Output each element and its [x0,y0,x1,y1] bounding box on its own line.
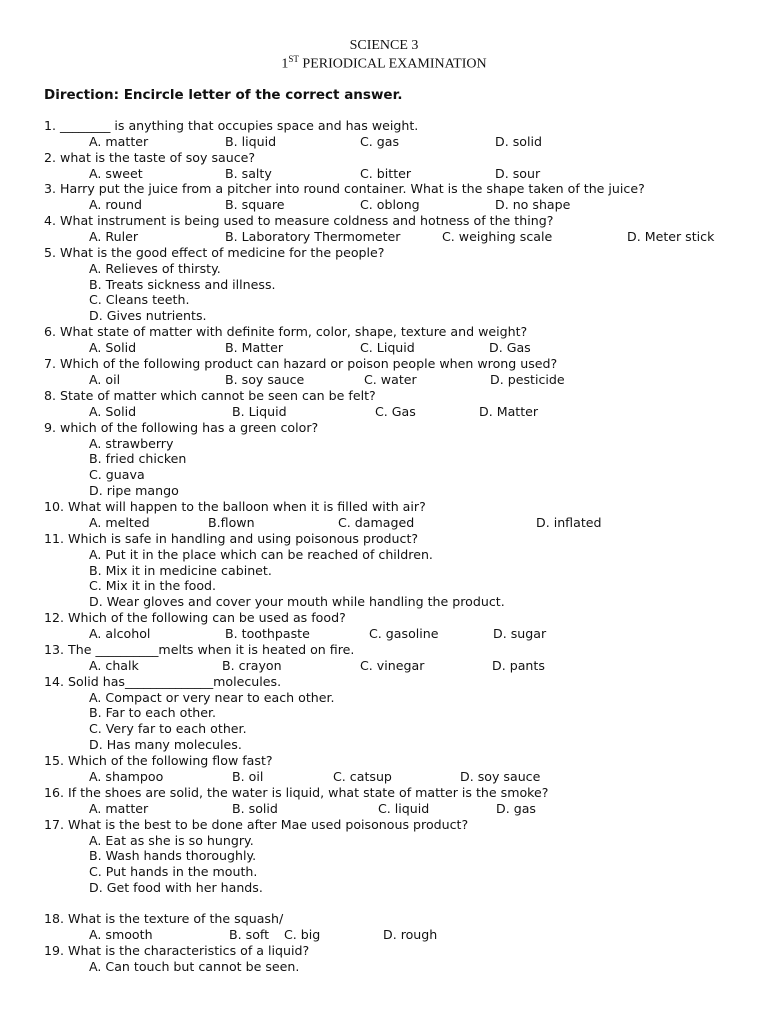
q4-option-c[interactable]: C. weighing scale [442,229,553,244]
question-14: 14. Solid has______________molecules. [44,674,282,689]
q7-option-a[interactable]: A. oil [89,372,121,387]
q17-option-c[interactable]: C. Put hands in the mouth. [89,864,258,879]
q14-option-b[interactable]: B. Far to each other. [89,705,217,720]
q2-option-b[interactable]: B. salty [225,166,272,181]
q18-option-b[interactable]: B. soft [229,927,270,942]
q18-option-d[interactable]: D. rough [383,927,438,942]
q16-option-d[interactable]: D. gas [496,801,536,816]
q15-option-a[interactable]: A. shampoo [89,769,164,784]
q18-option-c[interactable]: C. big [284,927,321,942]
q1-option-a[interactable]: A. matter [89,134,149,149]
q5-option-c[interactable]: C. Cleans teeth. [89,292,190,307]
question-7: 7. Which of the following product can hazard or poison people when wrong used? [44,356,558,371]
q8-option-b[interactable]: B. Liquid [232,404,287,419]
q3-option-d[interactable]: D. no shape [495,197,571,212]
q13-option-d[interactable]: D. pants [492,658,545,673]
q9-option-c[interactable]: C. guava [89,467,145,482]
q17-option-a[interactable]: A. Eat as she is so hungry. [89,833,254,848]
q7-option-b[interactable]: B. soy sauce [225,372,305,387]
q10-option-a[interactable]: A. melted [89,515,150,530]
q6-option-a[interactable]: A. Solid [89,340,137,355]
q16-option-c[interactable]: C. liquid [378,801,430,816]
q11-option-d[interactable]: D. Wear gloves and cover your mouth while handling the product. [89,594,505,609]
q9-option-b[interactable]: B. fried chicken [89,451,187,466]
question-19: 19. What is the characteristics of a liquid? [44,943,310,958]
q15-option-c[interactable]: C. catsup [333,769,392,784]
q12-option-b[interactable]: B. toothpaste [225,626,310,641]
q10-option-c[interactable]: C. damaged [338,515,415,530]
q8-option-d[interactable]: D. Matter [479,404,539,419]
question-13: 13. The __________melts when it is heated on fire. [44,642,355,657]
q2-option-c[interactable]: C. bitter [360,166,412,181]
q12-option-c[interactable]: C. gasoline [369,626,439,641]
q6-option-d[interactable]: D. Gas [489,340,531,355]
question-6: 6. What state of matter with definite form, color, shape, texture and weight? [44,324,528,339]
q14-option-d[interactable]: D. Has many molecules. [89,737,242,752]
question-11: 11. Which is safe in handling and using poisonous product? [44,531,419,546]
q5-option-b[interactable]: B. Treats sickness and illness. [89,277,276,292]
question-2: 2. what is the taste of soy sauce? [44,150,256,165]
q11-option-c[interactable]: C. Mix it in the food. [89,578,217,593]
q14-option-a[interactable]: A. Compact or very near to each other. [89,690,335,705]
q15-option-b[interactable]: B. oil [232,769,264,784]
exam-title: SCIENCE 3 [349,38,419,53]
question-5: 5. What is the good effect of medicine for the people? [44,245,385,260]
direction-text: Direction: Encircle letter of the correct answer. [44,87,403,103]
question-1: 1. ________ is anything that occupies space and has weight. [44,118,419,133]
q2-option-a[interactable]: A. sweet [89,166,143,181]
q14-option-c[interactable]: C. Very far to each other. [89,721,247,736]
q8-option-a[interactable]: A. Solid [89,404,137,419]
q7-option-c[interactable]: C. water [364,372,417,387]
q15-option-d[interactable]: D. soy sauce [460,769,541,784]
q13-option-c[interactable]: C. vinegar [360,658,425,673]
q1-option-c[interactable]: C. gas [360,134,400,149]
q5-option-a[interactable]: A. Relieves of thirsty. [89,261,221,276]
q9-option-a[interactable]: A. strawberry [89,436,174,451]
q4-option-b[interactable]: B. Laboratory Thermometer [225,229,401,244]
q7-option-d[interactable]: D. pesticide [490,372,565,387]
question-9: 9. which of the following has a green color? [44,420,319,435]
question-17: 17. What is the best to be done after Mae used poisonous product? [44,817,469,832]
q3-option-a[interactable]: A. round [89,197,142,212]
q4-option-a[interactable]: A. Ruler [89,229,138,244]
q16-option-a[interactable]: A. matter [89,801,149,816]
question-16: 16. If the shoes are solid, the water is liquid, what state of matter is the smoke? [44,785,549,800]
q17-option-b[interactable]: B. Wash hands thoroughly. [89,848,257,863]
q11-option-a[interactable]: A. Put it in the place which can be reached of children. [89,547,433,562]
q18-option-a[interactable]: A. smooth [89,927,153,942]
q6-option-c[interactable]: C. Liquid [360,340,415,355]
q12-option-a[interactable]: A. alcohol [89,626,151,641]
q10-option-d[interactable]: D. inflated [536,515,602,530]
q2-option-d[interactable]: D. sour [495,166,541,181]
subtitle-text: PERIODICAL EXAMINATION [298,56,487,72]
q13-option-a[interactable]: A. chalk [89,658,139,673]
q12-option-d[interactable]: D. sugar [493,626,547,641]
question-10: 10. What will happen to the balloon when it is filled with air? [44,499,426,514]
q10-option-b[interactable]: B.flown [208,515,255,530]
q3-option-b[interactable]: B. square [225,197,285,212]
q3-option-c[interactable]: C. oblong [360,197,420,212]
q11-option-b[interactable]: B. Mix it in medicine cabinet. [89,563,272,578]
question-4: 4. What instrument is being used to measure coldness and hotness of the thing? [44,213,554,228]
q19-option-a[interactable]: A. Can touch but cannot be seen. [89,959,300,974]
q1-option-b[interactable]: B. liquid [225,134,277,149]
q9-option-d[interactable]: D. ripe mango [89,483,179,498]
question-12: 12. Which of the following can be used as food? [44,610,346,625]
subtitle-ordinal: ST [288,54,299,64]
q17-option-d[interactable]: D. Get food with her hands. [89,880,263,895]
question-8: 8. State of matter which cannot be seen can be felt? [44,388,376,403]
exam-subtitle [0,54,768,73]
q5-option-d[interactable]: D. Gives nutrients. [89,308,207,323]
q8-option-c[interactable]: C. Gas [375,404,416,419]
question-15: 15. Which of the following flow fast? [44,753,273,768]
q13-option-b[interactable]: B. crayon [222,658,282,673]
q6-option-b[interactable]: B. Matter [225,340,284,355]
q16-option-b[interactable]: B. solid [232,801,278,816]
q1-option-d[interactable]: D. solid [495,134,542,149]
q4-option-d[interactable]: D. Meter stick [627,229,715,244]
subtitle-number: 1 [281,56,289,72]
question-18: 18. What is the texture of the squash/ [44,911,284,926]
question-3: 3. Harry put the juice from a pitcher into round container. What is the shape taken of the juice? [44,181,645,196]
